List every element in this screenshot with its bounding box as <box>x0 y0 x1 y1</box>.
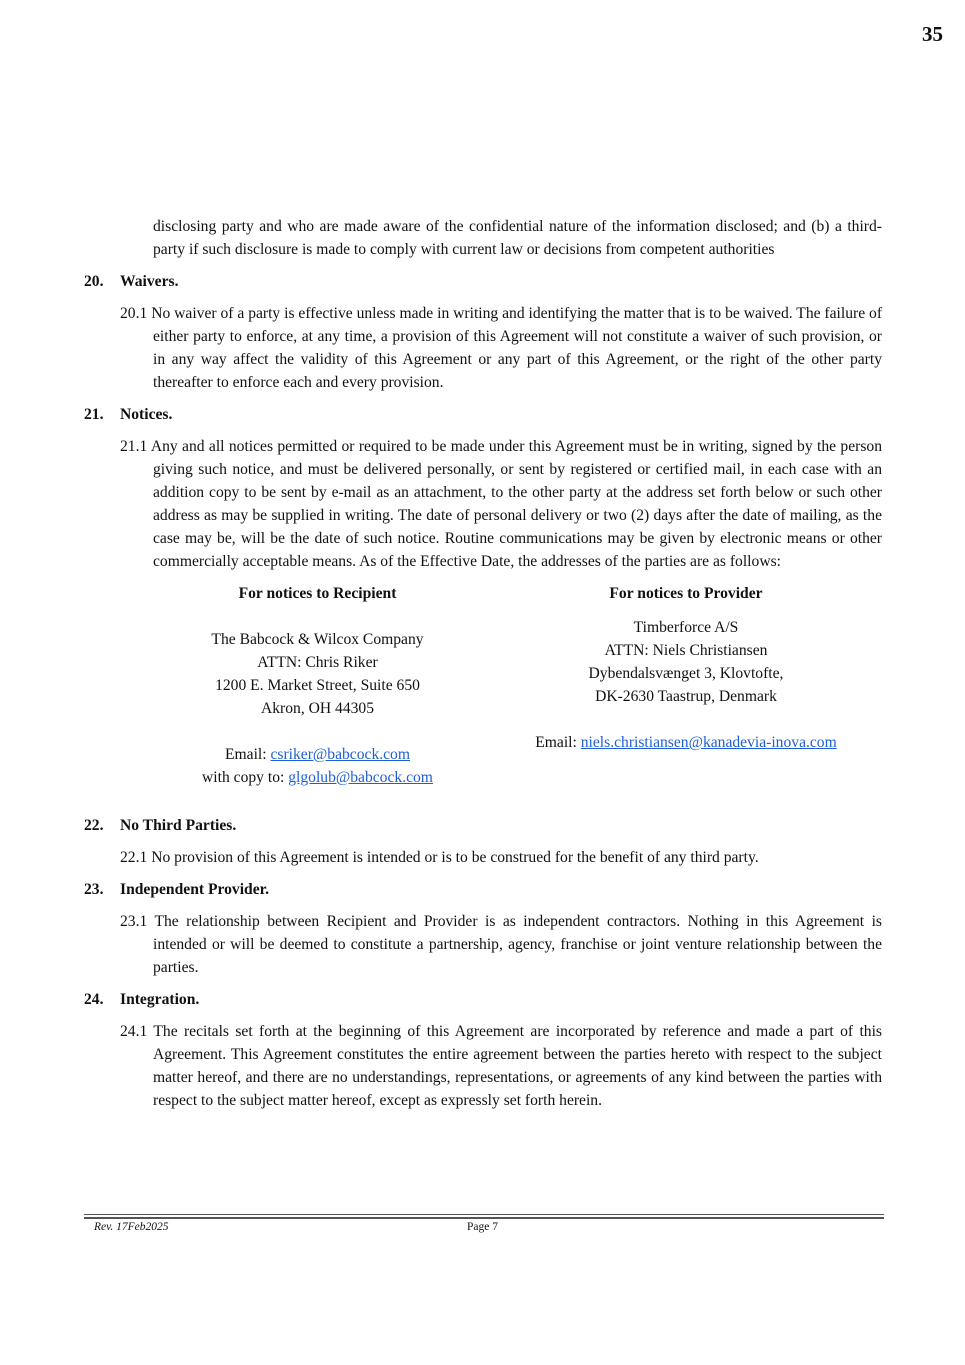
provider-heading: For notices to Provider <box>609 585 763 602</box>
section-waivers <box>84 270 882 394</box>
recipient-city: Akron, OH 44305 <box>260 700 375 717</box>
recipient-heading: For notices to Recipient <box>238 585 397 602</box>
recipient-attn: ATTN: Chris Riker <box>257 654 378 671</box>
section-title: Waivers. <box>120 273 179 290</box>
footer-page-number: Page 7 <box>467 1221 498 1233</box>
section-title: Notices. <box>120 406 173 423</box>
clause <box>120 846 882 869</box>
clause-text: Any and all notices permitted or required to be made under this Agreement must be in writing, signed by the person giving such notice, and must be delivered personally, or sent by registered or certified mail, in each case with an addition copy to be sent by e-mail as an attachment, to the other party at the address set forth below or such other address as may be supplied in writing. The date of personal delivery or two (2) days after the date of mailing, as the case may be, will be the date of such notice. Routine communications may be given by electronic means or other commercially acceptable means. As of the Effective Date, the addresses of the parties are as follows: <box>150 438 883 570</box>
section-number: 24. <box>84 991 104 1008</box>
section-heading <box>84 878 882 901</box>
clause <box>120 1020 882 1112</box>
clause-number: 23.1 <box>120 913 148 930</box>
footer-rule <box>84 1214 884 1219</box>
clause-text: No waiver of a party is effective unless made in writing and identifying the matter that is to be waived. The failure of either party to enforce, at any time, a provision of this Agreement will not constitute a waiver of such provision, or in any way affect the validity of this Agreement or any part of this Agreement, or the right of the other party thereafter to enforce each and every provision. <box>151 305 883 391</box>
provider-email-line <box>506 731 866 754</box>
provider-address-block <box>506 582 866 789</box>
section-title: No Third Parties. <box>120 817 237 834</box>
email-label: Email: <box>225 746 271 763</box>
footer-revision: Rev. 17Feb2025 <box>94 1221 169 1233</box>
provider-city: DK-2630 Taastrup, Denmark <box>595 688 777 705</box>
document-body <box>84 215 882 1121</box>
provider-street: Dybendalsvænget 3, Klovtofte, <box>588 665 784 682</box>
clause-text: No provision of this Agreement is intended or is to be construed for the benefit of any third party. <box>151 849 759 866</box>
page-number: 35 <box>922 22 943 46</box>
section-heading <box>84 270 882 293</box>
recipient-street: 1200 E. Market Street, Suite 650 <box>215 677 420 694</box>
provider-attn: ATTN: Niels Christiansen <box>604 642 768 659</box>
section-number: 20. <box>84 273 104 290</box>
recipient-company: The Babcock & Wilcox Company <box>211 631 424 648</box>
clause <box>120 435 882 573</box>
clause-number: 21.1 <box>120 438 148 455</box>
section-independent-provider <box>84 878 882 979</box>
copy-label: with copy to: <box>202 769 289 786</box>
provider-company: Timberforce A/S <box>633 619 739 636</box>
recipient-email-line <box>135 743 500 766</box>
section-number: 21. <box>84 406 104 423</box>
section-heading <box>84 403 882 426</box>
section-number: 23. <box>84 881 104 898</box>
section-number: 22. <box>84 817 104 834</box>
provider-email-link[interactable]: niels.christiansen@kanadevia-inova.com <box>580 734 837 751</box>
continued-paragraph: disclosing party and who are made aware of the confidential nature of the information disclosed; and (b) a third-party if such disclosure is made to comply with current law or decisions from competent authorities <box>153 218 882 258</box>
section-integration <box>84 988 882 1112</box>
notice-addresses <box>120 582 882 789</box>
section-notices <box>84 403 882 789</box>
clause-text: The relationship between Recipient and Provider is as independent contractors. Nothing in this Agreement is intended or will be deemed to constitute a partnership, agency, franchise or joint venture relationship between the parties. <box>153 913 882 976</box>
clause-number: 24.1 <box>120 1023 148 1040</box>
recipient-email-link[interactable]: csriker@babcock.com <box>270 746 410 763</box>
recipient-address-block <box>135 582 500 789</box>
clause-number: 22.1 <box>120 849 148 866</box>
recipient-copy-email-link[interactable]: glgolub@babcock.com <box>288 769 433 786</box>
section-title: Integration. <box>120 991 200 1008</box>
email-label: Email: <box>535 734 581 751</box>
section-title: Independent Provider. <box>120 881 270 898</box>
clause-text: The recitals set forth at the beginning of this Agreement are incorporated by reference and made a part of this Agreement. This Agreement constitutes the entire agreement between the parties hereto with respect to the subject matter hereof, and there are no understandings, representations, or agreements of any kind between the parties with respect to the subject matter hereof, except as expressly set forth herein. <box>153 1023 882 1109</box>
clause <box>120 302 882 394</box>
recipient-copy-line <box>135 766 500 789</box>
section-no-third-parties <box>84 814 882 869</box>
section-heading <box>84 988 882 1011</box>
clause-number: 20.1 <box>120 305 148 322</box>
section-heading <box>84 814 882 837</box>
clause <box>120 910 882 979</box>
